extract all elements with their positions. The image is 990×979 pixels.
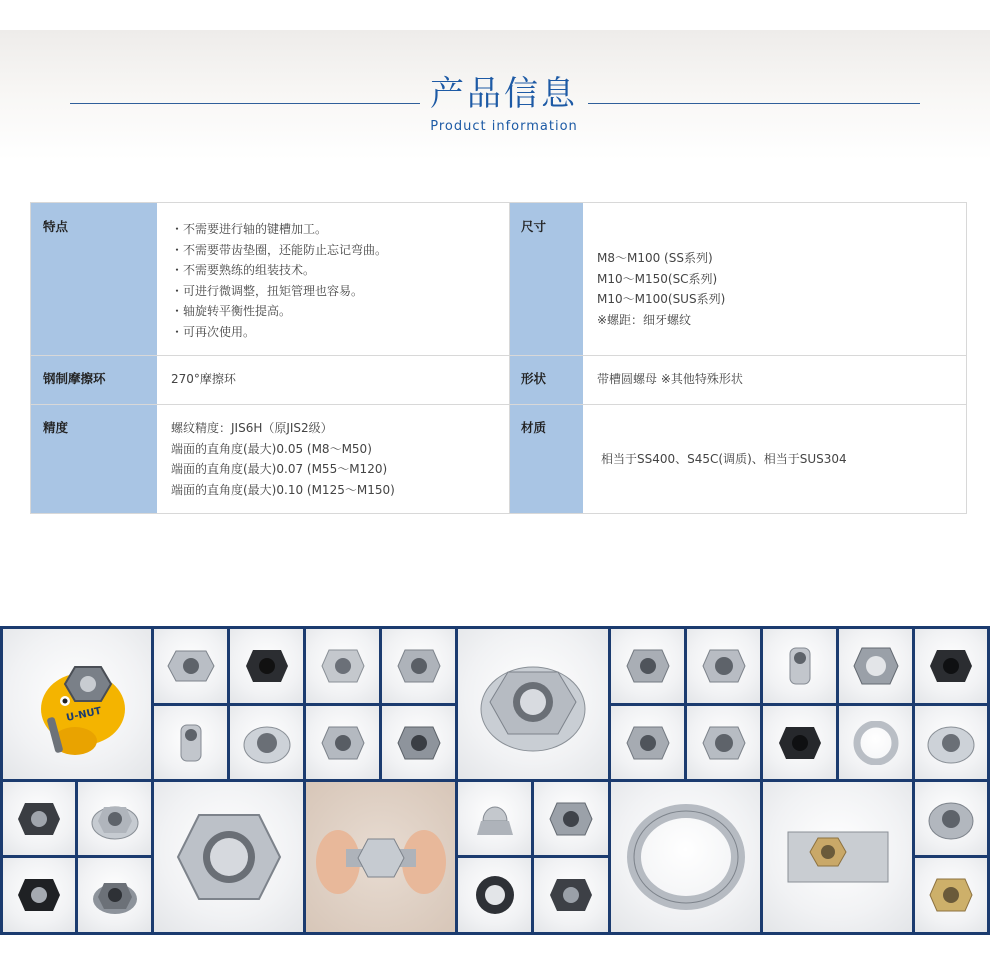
precision-line: 端面的直角度(最大)0.07 (M55～M120) [171, 462, 388, 476]
product-photo [915, 706, 987, 779]
feature-line: ・不需要进行轴的键槽加工。 [171, 222, 328, 236]
feature-line: ・轴旋转平衡性提高。 [171, 304, 292, 318]
table-divider [31, 355, 966, 356]
product-photo [306, 629, 379, 703]
product-photo [611, 706, 684, 779]
hex-nut-icon [17, 875, 61, 915]
flange-nut-icon [926, 797, 976, 841]
product-photo [3, 858, 75, 932]
page-title: 产品信息 [430, 74, 578, 114]
product-photo [839, 629, 912, 703]
size-label: 尺寸 [509, 203, 583, 355]
product-photo [78, 858, 151, 932]
size-line: M10～M100(SUS系列) [597, 292, 726, 306]
flange-nut-icon [90, 797, 140, 841]
cap-nut-icon [473, 797, 517, 841]
shape-value: 带槽圆螺母 ※其他特殊形状 [583, 355, 966, 404]
hex-nut-icon [702, 723, 746, 763]
product-photo [915, 782, 987, 855]
size-line: M10～M150(SC系列) [597, 271, 718, 286]
ring-label: 钢制摩擦环 [31, 355, 157, 404]
product-photo [306, 782, 455, 932]
hex-nut-icon [397, 646, 441, 686]
product-photo [763, 629, 836, 703]
hex-nut-icon [702, 646, 746, 686]
material-value: 相当于SS400、S45C(调质)、相当于SUS304 [583, 404, 966, 513]
hex-nut-icon [549, 799, 593, 839]
hex-nut-icon [174, 807, 284, 907]
spec-table [30, 202, 967, 514]
material-label: 材质 [509, 404, 583, 513]
product-gallery [0, 626, 990, 935]
product-photo [915, 629, 987, 703]
product-photo [230, 706, 303, 779]
hex-nut-icon [929, 646, 973, 686]
precision-line: 螺纹精度：JIS6H（原JIS2级） [171, 421, 333, 435]
product-photo [763, 782, 912, 932]
ring-nut-icon [852, 721, 900, 765]
product-photo [687, 706, 760, 779]
product-photo [154, 706, 227, 779]
logo-text: U-NUT [65, 705, 103, 724]
product-photo [763, 706, 836, 779]
cage-nut-icon [783, 822, 893, 892]
product-photo [154, 782, 303, 932]
product-photo [687, 629, 760, 703]
rivet-nut-icon [782, 644, 818, 688]
hex-nut-icon [166, 646, 216, 686]
hex-nut-icon [321, 646, 365, 686]
product-photo [458, 782, 531, 855]
hands-tightening-nut-icon [316, 807, 446, 907]
u-nut-mascot-icon [3, 629, 151, 779]
product-photo [78, 782, 151, 855]
precision-line: 端面的直角度(最大)0.10 (M125～M150) [171, 482, 395, 497]
precision-value [157, 404, 509, 513]
size-line: M8～M100 (SS系列) [597, 251, 713, 265]
feature-line: ・可进行微调整，扭矩管理也容易。 [171, 283, 364, 298]
product-photo [382, 706, 455, 779]
precision-label: 精度 [31, 404, 157, 513]
product-photo [458, 858, 531, 932]
hex-nut-icon [929, 875, 973, 915]
hex-nut-icon [626, 723, 670, 763]
product-photo [534, 858, 608, 932]
logo-tile [3, 629, 151, 779]
title-divider-right [588, 103, 920, 104]
table-divider [31, 404, 966, 405]
size-line: ※螺距：细牙螺纹 [597, 312, 692, 327]
flange-nut-icon [90, 873, 140, 917]
product-photo [382, 629, 455, 703]
product-photo [611, 782, 760, 932]
product-photo [839, 706, 912, 779]
hex-nut-icon [778, 723, 822, 763]
product-photo [534, 782, 608, 855]
feature-line: ・可再次使用。 [171, 324, 256, 339]
hex-nut-icon [321, 723, 365, 763]
hex-nut-icon [245, 646, 289, 686]
shape-label: 形状 [509, 355, 583, 404]
features-label: 特点 [31, 203, 157, 355]
feature-line: ・不需要带齿垫圈，还能防止忘记弯曲。 [171, 242, 388, 257]
product-photo [458, 629, 608, 779]
page-subtitle: Product information [430, 119, 578, 134]
features-value [157, 203, 509, 355]
rivet-nut-icon [173, 721, 209, 765]
hex-nut-icon [852, 645, 900, 687]
flange-nut-icon [926, 721, 976, 765]
hex-nut-icon [397, 723, 441, 763]
flange-nut-icon [242, 721, 292, 765]
product-photo [611, 629, 684, 703]
flange-nut-icon [478, 654, 588, 754]
product-photo [306, 706, 379, 779]
hex-nut-icon [549, 875, 593, 915]
product-photo [154, 629, 227, 703]
product-photo [915, 858, 987, 932]
table-divider [509, 203, 510, 513]
precision-line: 端面的直角度(最大)0.05 (M8～M50) [171, 441, 372, 456]
ring-nut-icon [626, 802, 746, 912]
size-value [583, 203, 966, 355]
hex-nut-icon [17, 799, 61, 839]
product-photo [3, 782, 75, 855]
hex-nut-icon [626, 646, 670, 686]
product-photo [230, 629, 303, 703]
feature-line: ・不需要熟练的组装技术。 [171, 263, 316, 277]
ring-value: 270°摩擦环 [157, 355, 509, 404]
title-divider-left [70, 103, 420, 104]
slotted-nut-icon [471, 873, 519, 917]
